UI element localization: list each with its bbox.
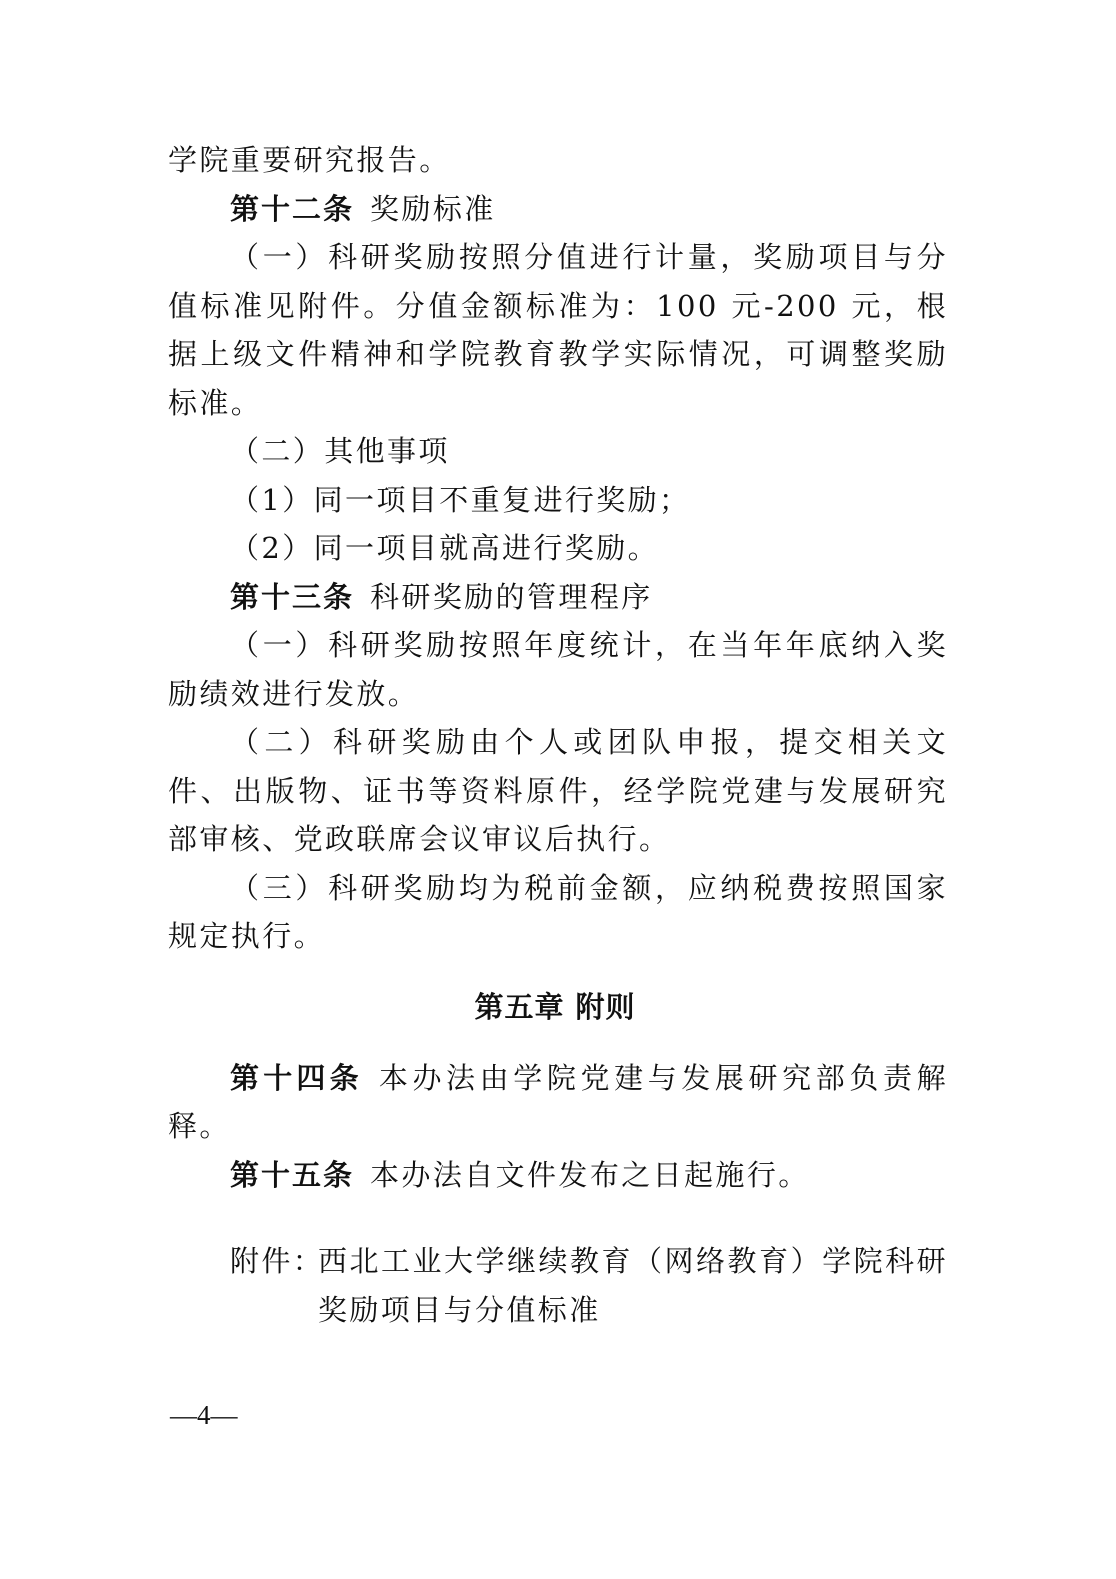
article-13-paragraph-3: （三）科研奖励均为税前金额，应纳税费按照国家规定执行。 (168, 870, 948, 953)
article-12-title: 奖励标准 (370, 191, 496, 226)
article-12-paragraph-1: （一）科研奖励按照分值进行计量，奖励项目与分值标准见附件。分值金额标准为：100 元-200 元，根据上级文件精神和学院教育教学实际情况，可调整奖励标准。 (168, 240, 948, 420)
article-14-label: 第十四条 (230, 1060, 363, 1095)
article-13-paragraph-1: （一）科研奖励按照年度统计，在当年年底纳入奖励绩效进行发放。 (168, 628, 948, 711)
article-13-label: 第十三条 (230, 579, 355, 614)
article-15-text: 本办法自文件发布之日起施行。 (370, 1157, 810, 1192)
attachment-note (168, 1237, 948, 1334)
continuation-paragraph: 学院重要研究报告。 (168, 143, 451, 177)
article-12-label: 第十二条 (230, 191, 355, 226)
article-13-title: 科研奖励的管理程序 (370, 579, 653, 614)
attachment-label: 附件： (230, 1244, 325, 1278)
article-15-label: 第十五条 (230, 1157, 355, 1192)
article-15 (168, 1151, 948, 1200)
article-12-paragraph-4: （2）同一项目就高进行奖励。 (230, 531, 660, 565)
article-14 (168, 1054, 948, 1151)
document-body (168, 136, 948, 1334)
article-14-text: 本办法由学院党建与发展研究部负责解释。 (168, 1060, 948, 1143)
article-12-paragraph-2: （二）其他事项 (230, 434, 450, 468)
article-13-paragraph-2: （二）科研奖励由个人或团队申报，提交相关文件、出版物、证书等资料原件，经学院党建与发展研究部审核、党政联席会议审议后执行。 (168, 725, 948, 856)
attachment-text: 西北工业大学继续教育（网络教育）学院科研奖励项目与分值标准 (318, 1244, 948, 1327)
page-number: —4— (170, 1400, 238, 1430)
chapter-5-title: 第五章 附则 (474, 989, 636, 1024)
article-12-paragraph-3: （1）同一项目不重复进行奖励； (230, 482, 691, 517)
article-13-heading (168, 573, 948, 622)
article-12-heading (168, 185, 948, 234)
